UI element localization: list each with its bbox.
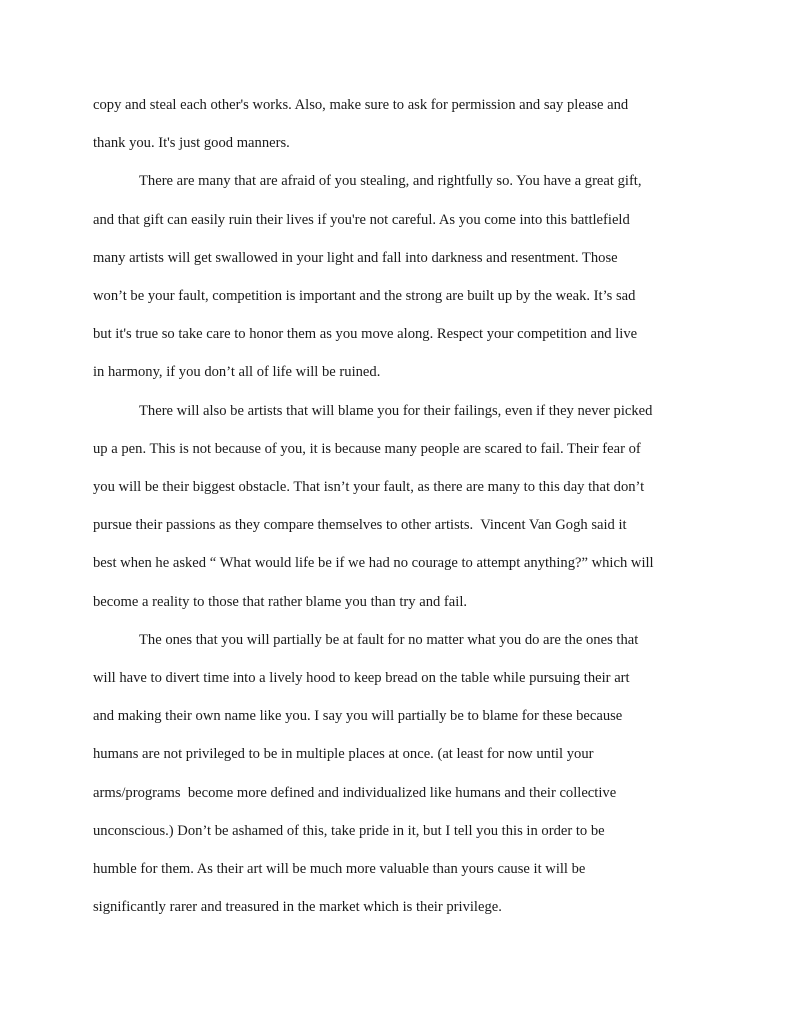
text-line: up a pen. This is not because of you, it is because many people are scared to fail. Their fear of — [93, 440, 641, 457]
text-line: but it's true so take care to honor them as you move along. Respect your competition and live — [93, 326, 638, 343]
text-line: humble for them. As their art will be much more valuable than yours cause it will be — [93, 861, 586, 878]
text-line: significantly rarer and treasured in the market which is their privilege. — [93, 899, 502, 916]
text-line: and that gift can easily ruin their lives if you're not careful. As you come into this battlefield — [93, 211, 630, 228]
text-line: won’t be your fault, competition is important and the strong are built up by the weak. It’s sad — [93, 288, 636, 305]
paragraph-3 — [93, 392, 698, 621]
body-text — [93, 86, 698, 926]
text-line: pursue their passions as they compare themselves to other artists. Vincent Van Gogh said it — [93, 517, 627, 534]
text-line: copy and steal each other's works. Also, make sure to ask for permission and say please and — [93, 97, 629, 113]
text-line: There will also be artists that will blame you for their failings, even if they never picked — [139, 402, 653, 419]
text-line: unconscious.) Don’t be ashamed of this, take pride in it, but I tell you this in order to be — [93, 822, 605, 839]
text-line: in harmony, if you don’t all of life will be ruined. — [93, 364, 381, 381]
text-line: many artists will get swallowed in your light and fall into darkness and resentment. Those — [93, 249, 618, 266]
text-line: humans are not privileged to be in multiple places at once. (at least for now until your — [93, 746, 594, 763]
text-line: There are many that are afraid of you stealing, and rightfully so. You have a great gift, — [139, 173, 642, 190]
text-line: become a reality to those that rather blame you than try and fail. — [93, 593, 468, 610]
text-line: The ones that you will partially be at fault for no matter what you do are the ones that — [139, 631, 639, 648]
text-line: arms/programs become more defined and individualized like humans and their collective — [93, 784, 617, 801]
text-line: will have to divert time into a lively hood to keep bread on the table while pursuing their art — [93, 670, 630, 687]
paragraph-1 — [93, 86, 698, 162]
text-line: best when he asked “ What would life be if we had no courage to attempt anything?” which will — [93, 555, 654, 572]
paragraph-2 — [93, 162, 698, 391]
text-line: thank you. It's just good manners. — [93, 135, 290, 152]
paragraph-4 — [93, 621, 698, 927]
text-line: you will be their biggest obstacle. That isn’t your fault, as there are many to this day that don’t — [93, 479, 645, 496]
text-line: and making their own name like you. I say you will partially be to blame for these because — [93, 708, 623, 725]
